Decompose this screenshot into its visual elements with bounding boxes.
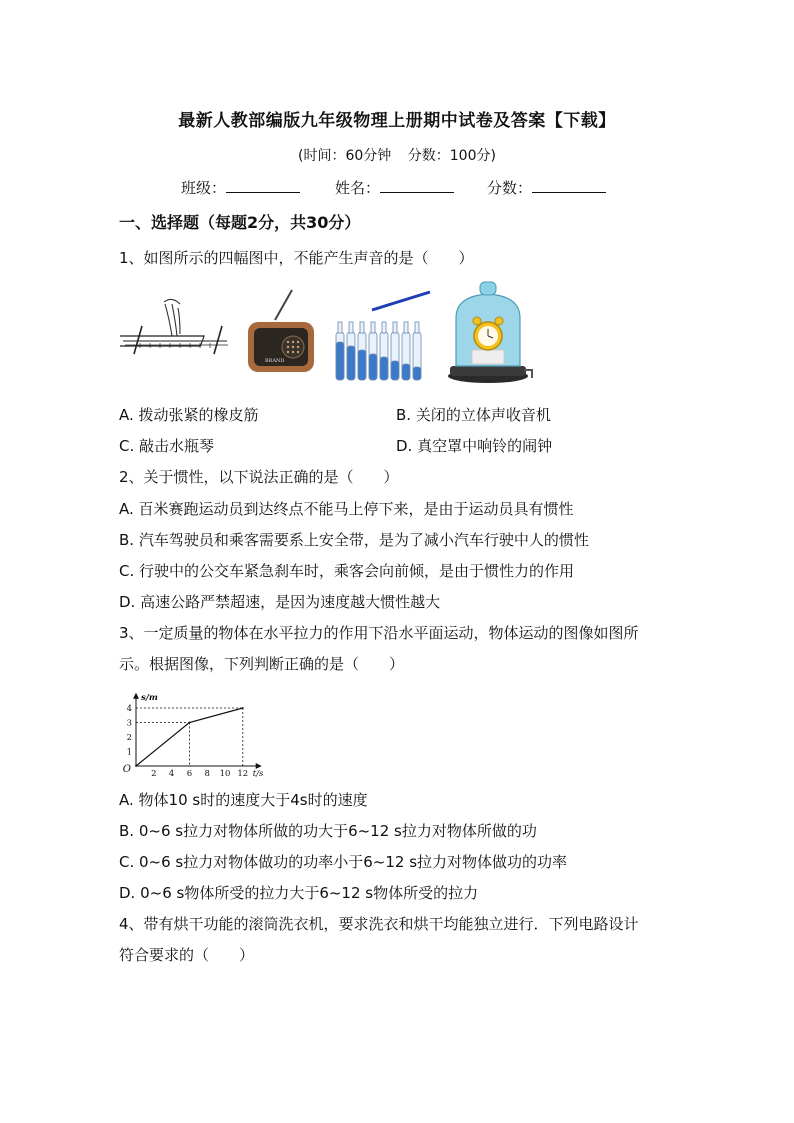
name-field <box>335 177 454 198</box>
rubber-band-figure <box>120 299 228 354</box>
y-axis-arrow <box>133 693 139 699</box>
x-tick-label: 10 <box>219 769 231 778</box>
y-tick-label: 1 <box>126 747 132 758</box>
q3-st-graph <box>116 682 264 778</box>
q3-stem-line2: 示。根据图像，下列判断正确的是（ ） <box>119 655 405 673</box>
data-point <box>189 722 191 724</box>
q3-option-b[interactable]: B. 0~6 s拉力对物体所做的功大于6~12 s拉力对物体所做的功 <box>119 822 537 840</box>
name-label: 姓名： <box>335 179 381 197</box>
class-label: 班级： <box>181 179 227 197</box>
y-axis-label: s/m <box>141 692 158 703</box>
q1-option-c[interactable]: C. 敲击水瓶琴 <box>119 437 215 455</box>
name-blank[interactable] <box>380 178 454 193</box>
score-field <box>487 177 606 198</box>
q1-option-d[interactable]: D. 真空罩中响铃的闹钟 <box>396 437 553 455</box>
x-tick-label: 2 <box>151 769 157 778</box>
q2-option-c[interactable]: C. 行驶中的公交车紧急刹车时，乘客会向前倾，是由于惯性力的作用 <box>119 562 575 580</box>
q2-option-d[interactable]: D. 高速公路严禁超速，是因为速度越大惯性越大 <box>119 593 441 611</box>
class-blank[interactable] <box>226 178 300 193</box>
page-title: 最新人教部编版九年级物理上册期中试卷及答案【下载】 <box>178 111 616 131</box>
x-axis-label: t/s <box>252 769 264 778</box>
y-tick-label: 4 <box>126 704 132 714</box>
q3-option-c[interactable]: C. 0~6 s拉力对物体做功的功率小于6~12 s拉力对物体做功的功率 <box>119 853 568 871</box>
x-tick-label: 12 <box>237 769 249 778</box>
q2-option-b[interactable]: B. 汽车驾驶员和乘客需要系上安全带，是为了减小汽车行驶中人的惯性 <box>119 531 589 549</box>
q3-option-d[interactable]: D. 0~6 s物体所受的拉力大于6~12 s物体所受的拉力 <box>119 884 479 902</box>
x-tick-label: 8 <box>204 769 210 778</box>
q2-option-a[interactable]: A. 百米赛跑运动员到达终点不能马上停下来，是由于运动员具有惯性 <box>119 500 574 518</box>
water-bottles-figure <box>336 292 430 380</box>
q3-stem-line1: 3、一定质量的物体在水平拉力的作用下沿水平面运动，物体运动的图像如图所 <box>119 624 639 642</box>
section-title: 一、选择题（每题2分，共30分） <box>119 213 361 232</box>
data-point <box>242 707 244 709</box>
q2-stem: 2、关于惯性，以下说法正确的是（ ） <box>119 468 399 486</box>
q1-stem: 1、如图所示的四幅图中，不能产生声音的是（ ） <box>119 249 474 267</box>
exam-time: (时间：60分钟 <box>298 148 392 164</box>
y-tick-label: 2 <box>126 733 132 743</box>
q1-option-b[interactable]: B. 关闭的立体声收音机 <box>396 406 551 424</box>
class-field <box>181 177 300 198</box>
exam-meta <box>0 145 794 165</box>
x-tick-label: 4 <box>168 769 175 778</box>
origin-label: O <box>122 764 131 775</box>
q4-stem-line1: 4、带有烘干功能的滚筒洗衣机，要求洗衣和烘干均能独立进行．下列电路设计 <box>119 915 639 933</box>
q1-figures <box>120 284 440 384</box>
radio-brand: BRAND <box>265 358 285 364</box>
q4-stem-line2: 符合要求的（ ） <box>119 946 255 964</box>
data-line <box>136 708 243 766</box>
radio-figure <box>248 290 314 372</box>
y-tick-label: 3 <box>126 718 132 729</box>
score-label: 分数： <box>487 179 533 197</box>
data-point <box>135 765 137 767</box>
q1-option-a[interactable]: A. 拨动张紧的橡皮筋 <box>119 406 259 424</box>
x-tick-label: 6 <box>186 769 193 778</box>
score-blank[interactable] <box>532 178 606 193</box>
bell-jar-figure <box>444 278 534 386</box>
q3-option-a[interactable]: A. 物体10 s时的速度大于4s时的速度 <box>119 791 368 809</box>
exam-score: 分数：100分) <box>407 148 496 164</box>
